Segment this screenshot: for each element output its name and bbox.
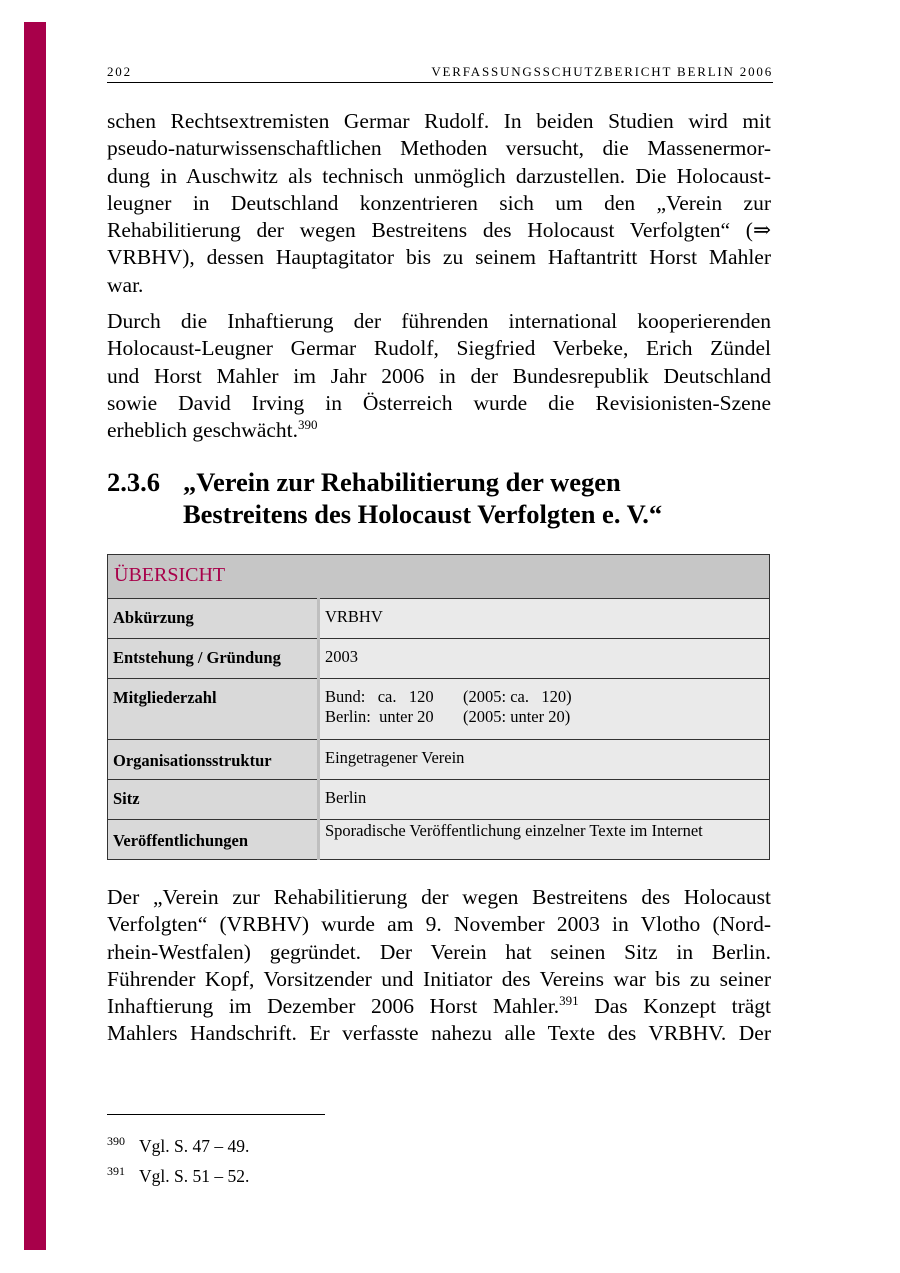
members-berlin: Berlin: unter 20 <box>325 707 434 726</box>
members-bund: Bund: ca. 120 <box>325 687 434 706</box>
text-line: Rehabilitierung der wegen Bestreitens des Holocaust Verfolgten“ (⇒ <box>107 218 771 243</box>
members-berlin-2005: (2005: unter 20) <box>463 707 571 726</box>
section-title-line: Bestreitens des Holocaust Verfolgten e. V.“ <box>183 499 663 529</box>
footnote-ref-390[interactable]: 390 <box>298 417 318 433</box>
text-line: sowie David Irving in Österreich wurde die Revisionisten-Szene <box>107 390 771 415</box>
text-line: Führender Kopf, Vorsitzender und Initiator des Vereins war bis zu seiner <box>107 966 771 991</box>
text-line: leugner in Deutschland konzentrieren sich um den „Verein zur <box>107 190 771 215</box>
row-label: Organisationsstruktur <box>108 740 319 780</box>
table-row <box>108 780 770 820</box>
text-line: dung in Auschwitz als technisch unmöglich darzustellen. Die Holocaust- <box>107 163 771 188</box>
row-value: Sporadische Veröffentlichung einzelner Texte im Internet <box>319 820 770 860</box>
row-value: VRBHV <box>319 599 770 639</box>
row-value: 2003 <box>319 639 770 679</box>
text-line: Holocaust-Leugner Germar Rudolf, Siegfried Verbeke, Erich Zündel <box>107 336 771 361</box>
paragraph-founding <box>107 884 771 1048</box>
row-value: Eingetragener Verein <box>319 740 770 780</box>
row-label: Sitz <box>108 780 319 820</box>
text-line: war. <box>107 272 144 297</box>
row-label: Veröffentlichungen <box>108 820 319 860</box>
text-line <box>107 993 771 1020</box>
text-line: Mahlers Handschrift. Er verfasste nahezu alle Texte des VRBHV. Der <box>107 1021 771 1046</box>
text-fragment: Das Konzept trägt <box>578 994 772 1019</box>
text-line: und Horst Mahler im Jahr 2006 in der Bundesrepublik Deutschland <box>107 363 771 388</box>
members-value <box>319 679 770 740</box>
footnote-number: 391 <box>107 1164 125 1178</box>
section-heading <box>107 466 771 530</box>
text-line: Durch die Inhaftierung der führenden international kooperierenden <box>107 309 771 333</box>
running-title: VERFASSUNGSSCHUTZBERICHT BERLIN 2006 <box>431 64 773 79</box>
text-line: rhein-Westfalen) gegründet. Der Verein hat seinen Sitz in Berlin. <box>107 939 771 964</box>
running-header <box>107 62 773 83</box>
section-title-line: „Verein zur Rehabilitierung der wegen <box>183 467 621 497</box>
paragraph-revisionists <box>107 308 771 444</box>
table-row <box>108 820 770 860</box>
footnote-text: Vgl. S. 51 – 52. <box>139 1166 250 1186</box>
footnote-text: Vgl. S. 47 – 49. <box>139 1136 250 1156</box>
text-fragment: erheblich geschwächt. <box>107 418 299 443</box>
text-line <box>107 417 771 444</box>
text-line: pseudo-naturwissenschaftlichen Methoden versucht, die Massenermor- <box>107 136 771 161</box>
row-label: Mitgliederzahl <box>108 679 319 740</box>
row-value: Berlin <box>319 780 770 820</box>
text-line: Der „Verein zur Rehabilitierung der wegen Bestreitens des Holocaust <box>107 885 771 909</box>
table-row <box>108 599 770 639</box>
table-row <box>108 679 770 740</box>
paragraph-intro <box>107 108 771 299</box>
table-row <box>108 740 770 780</box>
text-line: VRBHV), dessen Hauptagitator bis zu seinem Haftantritt Horst Mahler <box>107 245 771 270</box>
text-line: Verfolgten“ (VRBHV) wurde am 9. November 2003 in Vlotho (Nord- <box>107 912 771 937</box>
footnote-ref-391[interactable]: 391 <box>559 993 579 1009</box>
text-line: schen Rechtsextremisten Germar Rudolf. In beiden Studien wird mit <box>107 109 771 133</box>
overview-heading: ÜBERSICHT <box>108 555 770 599</box>
text-fragment: Inhaftierung im Dezember 2006 Horst Mahler. <box>107 994 560 1019</box>
footnote-number: 390 <box>107 1134 125 1148</box>
section-number: 2.3.6 <box>107 467 160 497</box>
footnote-390 <box>107 1136 249 1157</box>
members-bund-2005: (2005: ca. 120) <box>463 687 572 706</box>
overview-table <box>107 554 770 860</box>
footnote-391 <box>107 1166 249 1187</box>
footnote-divider <box>107 1114 325 1115</box>
page-number: 202 <box>107 64 132 79</box>
row-label: Abkürzung <box>108 599 319 639</box>
accent-side-bar <box>24 22 46 1250</box>
row-label: Entstehung / Gründung <box>108 639 319 679</box>
table-row <box>108 639 770 679</box>
